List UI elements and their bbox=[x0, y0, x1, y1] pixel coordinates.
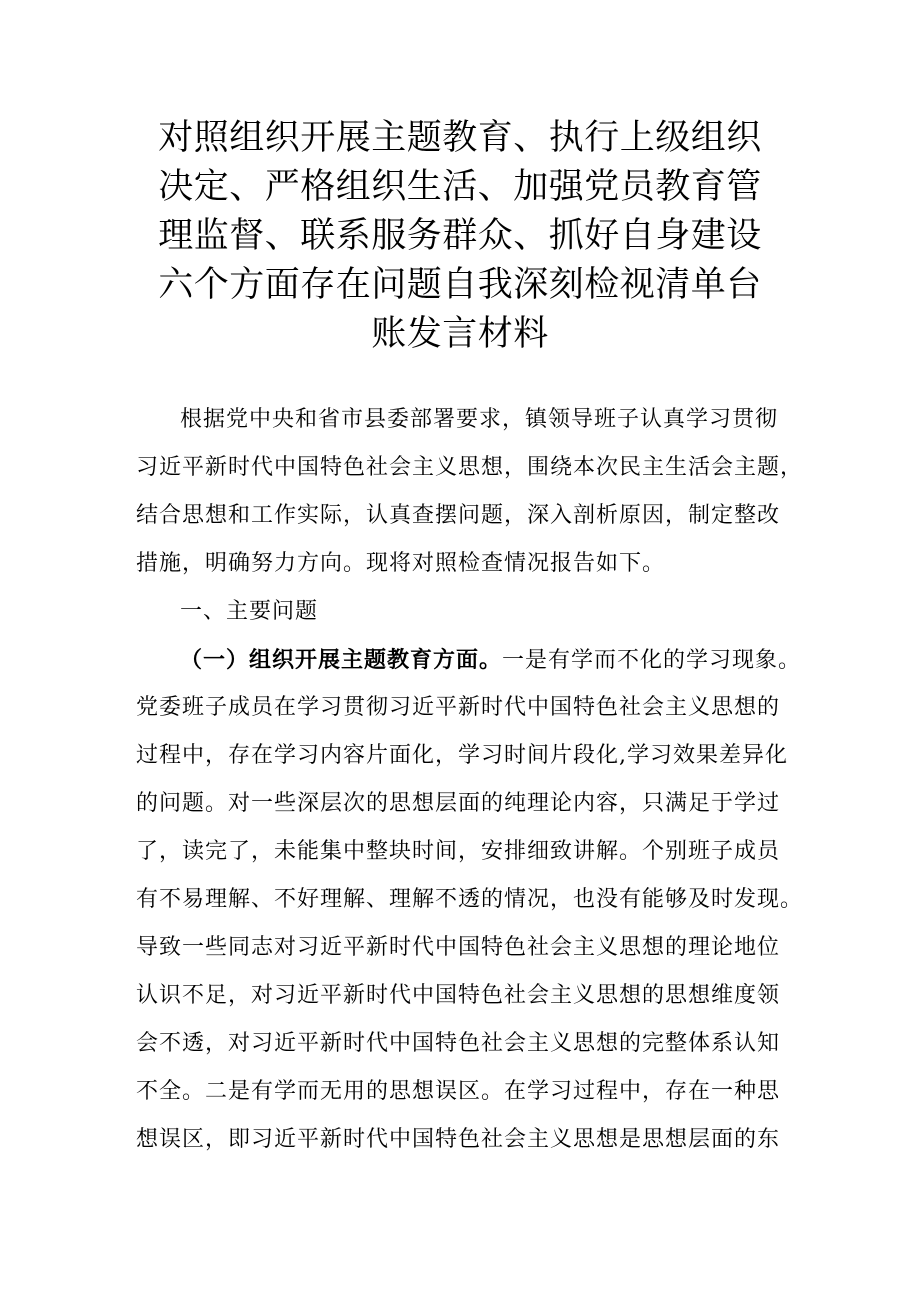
section-heading: 一、主要问题 bbox=[180, 599, 319, 624]
title-line: 六个方面存在问题自我深刻检视清单台 bbox=[158, 265, 762, 305]
title-line: 账发言材料 bbox=[371, 314, 549, 354]
subsection-first-line-rest: 一是有学而不化的学习现象。 bbox=[502, 648, 802, 673]
intro-line: 措施，明确努力方向。现将对照检查情况报告如下。 bbox=[136, 551, 666, 576]
title-line: 决定、严格组织生活、加强党员教育管 bbox=[158, 167, 762, 207]
title-line: 理监督、联系服务群众、抓好自身建设 bbox=[158, 216, 762, 256]
body-line: 不全。二是有学而无用的思想误区。在学习过程中，存在一种思 bbox=[136, 1079, 781, 1104]
document-body bbox=[136, 396, 804, 1164]
body-line: 导致一些同志对习近平新时代中国特色社会主义思想的理论地位 bbox=[136, 935, 781, 960]
body-line: 了，读完了，未能集中整块时间，安排细致讲解。个别班子成员 bbox=[136, 839, 781, 864]
body-line: 党委班子成员在学习贯彻习近平新时代中国特色社会主义思想的 bbox=[136, 695, 781, 720]
body-line: 的问题。对一些深层次的思想层面的纯理论内容，只满足于学过 bbox=[136, 791, 781, 816]
body-line: 认识不足，对习近平新时代中国特色社会主义思想的思想维度领 bbox=[136, 983, 781, 1008]
title-line: 对照组织开展主题教育、执行上级组织 bbox=[158, 118, 762, 158]
body-line: 想误区，即习近平新时代中国特色社会主义思想是思想层面的东 bbox=[136, 1127, 781, 1152]
document-title bbox=[120, 114, 800, 359]
intro-line: 结合思想和工作实际，认真查摆问题，深入剖析原因，制定整改 bbox=[136, 503, 781, 528]
body-line: 有不易理解、不好理解、理解不透的情况，也没有能够及时发现。 bbox=[136, 887, 804, 912]
body-line: 过程中，存在学习内容片面化，学习时间片段化,学习效果差异化 bbox=[136, 743, 788, 768]
subsection-first-line bbox=[136, 636, 802, 684]
intro-line: 习近平新时代中国特色社会主义思想，围绕本次民主生活会主题， bbox=[136, 455, 804, 480]
intro-line: 根据党中央和省市县委部署要求，镇领导班子认真学习贯彻 bbox=[180, 407, 779, 432]
subsection-lead: （一）组织开展主题教育方面。 bbox=[180, 647, 503, 673]
body-line: 会不透，对习近平新时代中国特色社会主义思想的完整体系认知 bbox=[136, 1031, 781, 1056]
